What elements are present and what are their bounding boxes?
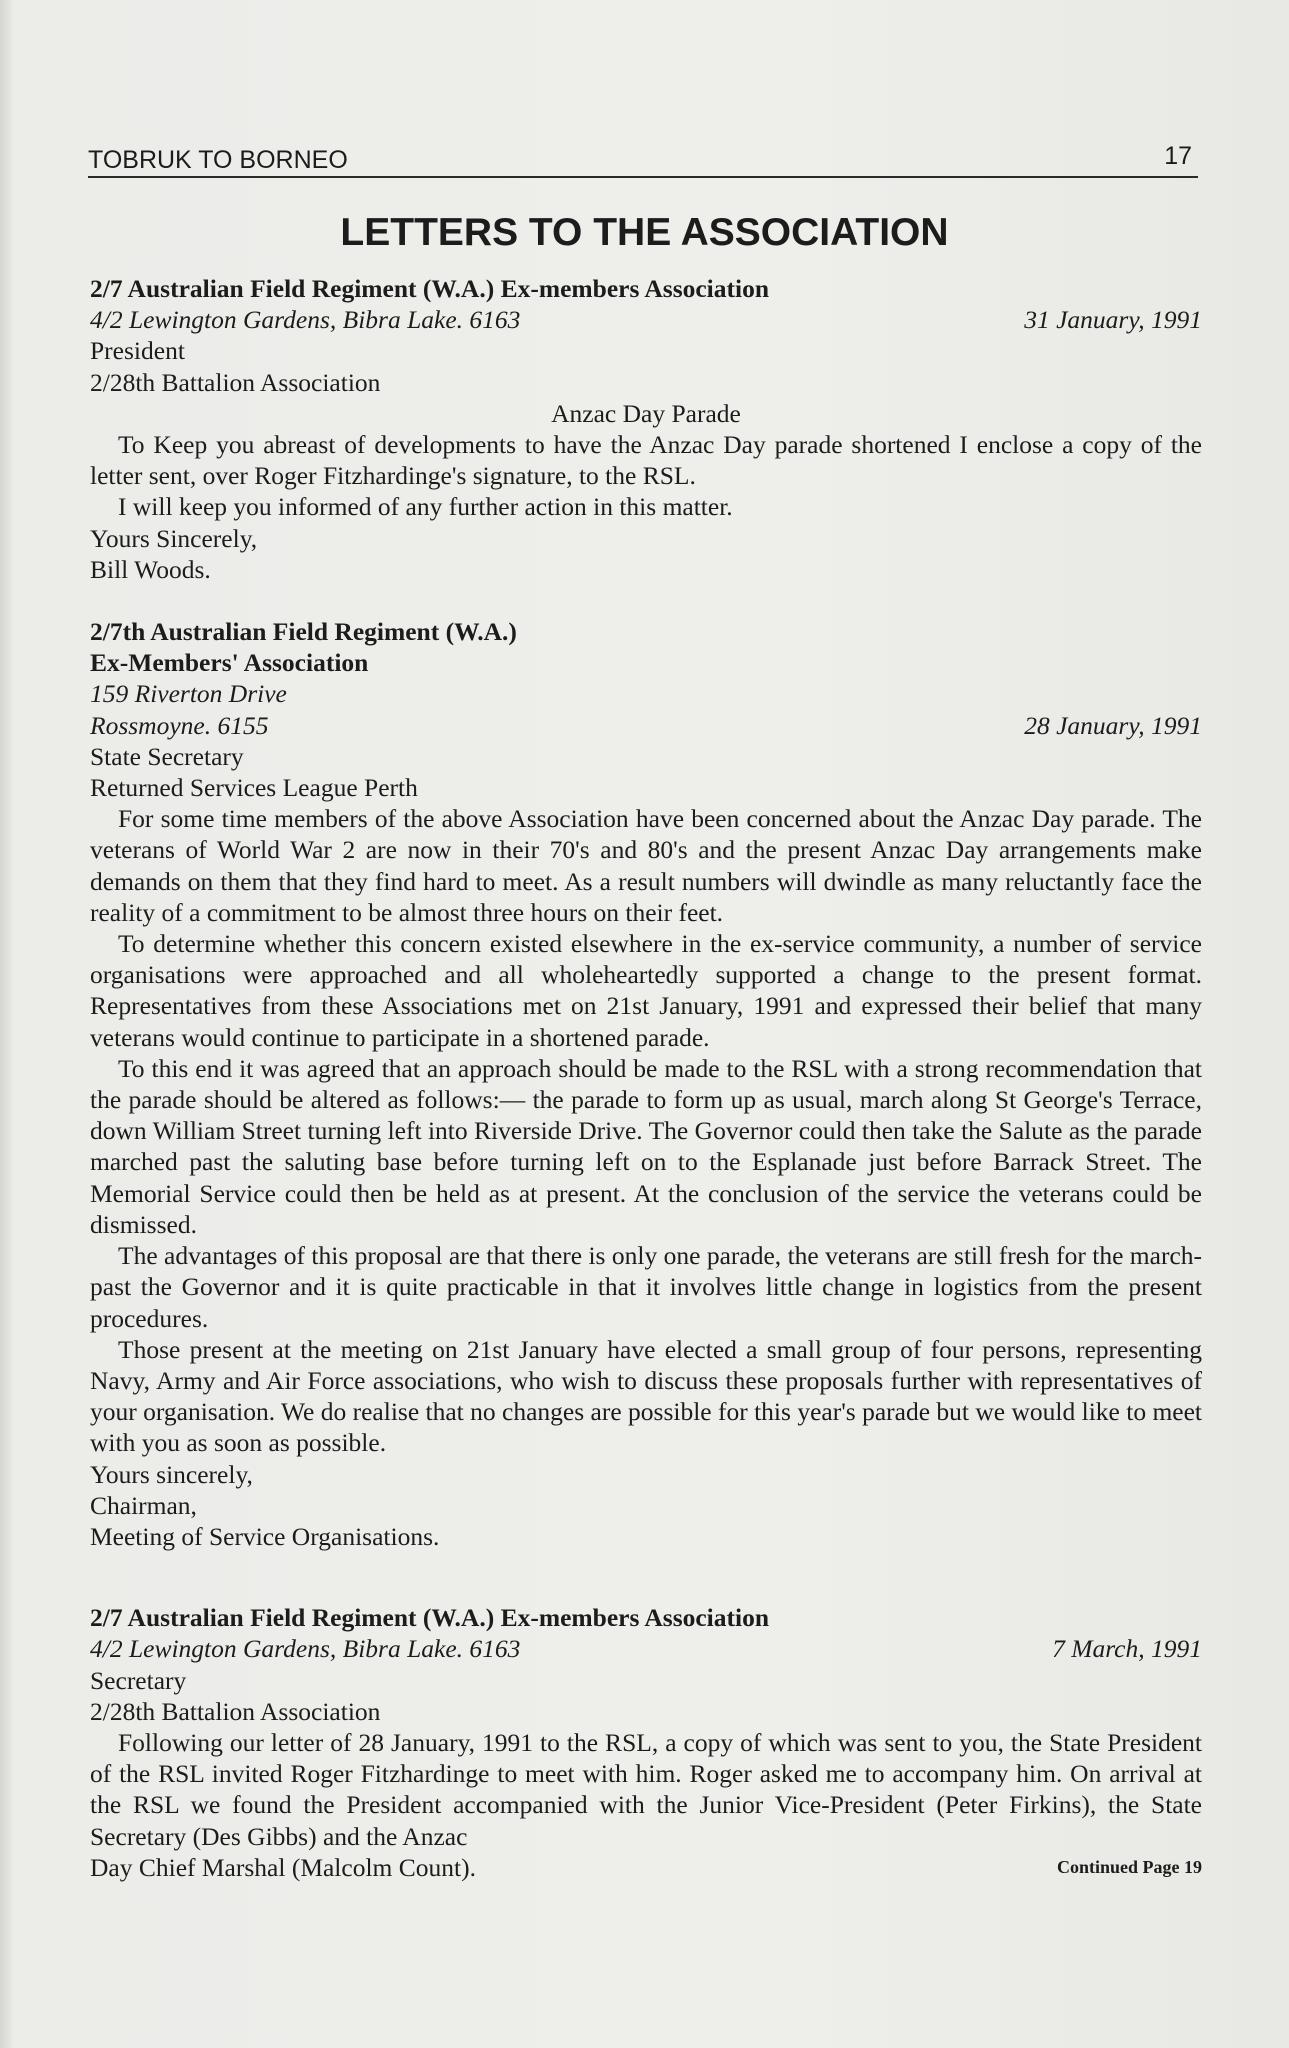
letter-1-closing: Yours Sincerely, bbox=[90, 523, 258, 553]
letter-2-paragraph-4: The advantages of this proposal are that there is only one parade, the veterans are still fresh for the march-past the Governor and it is quite practicable in that it involves little change in logistics from the present procedures. bbox=[90, 1241, 1202, 1333]
spacer bbox=[90, 1552, 1202, 1602]
letter-3-recipient-role: Secretary bbox=[90, 1665, 187, 1695]
letter-2-address-row bbox=[90, 710, 1202, 741]
running-head bbox=[88, 142, 1198, 178]
spacer bbox=[90, 585, 1202, 616]
letter-1-address: 4/2 Lewington Gardens, Bibra Lake. 6163 bbox=[90, 305, 521, 335]
letter-2-paragraph-1: For some time members of the above Association have been concerned about the Anzac Day parade. The veterans of World War 2 are now in their 70's and 80's and the present Anzac Day arrangements make demands on them that they find hard to meet. As a result numbers will dwindle as many reluctantly face the reality of a commitment to be almost three hours on their feet. bbox=[90, 804, 1202, 927]
letter-1 bbox=[90, 273, 1202, 585]
letter-2-closing: Yours sincerely, bbox=[90, 1459, 253, 1489]
letter-3 bbox=[90, 1602, 1202, 1883]
letter-1-address-row bbox=[90, 304, 1202, 335]
letter-2-signature-1: Chairman, bbox=[90, 1490, 197, 1520]
page-number: 17 bbox=[1164, 142, 1192, 170]
continued-note: Continued Page 19 bbox=[1056, 1856, 1202, 1877]
letter-1-recipient-org: 2/28th Battalion Association bbox=[90, 367, 381, 397]
letter-3-org: 2/7 Australian Field Regiment (W.A.) Ex-members Association bbox=[90, 1603, 770, 1633]
running-head-title: TOBRUK TO BORNEO bbox=[88, 146, 348, 174]
letter-2-recipient-org: Returned Services League Perth bbox=[90, 773, 418, 803]
letter-3-address-row bbox=[90, 1633, 1202, 1664]
letter-1-paragraph-1: To Keep you abreast of developments to have the Anzac Day parade shortened I enclose a copy of the letter sent, over Roger Fitzhardinge's signature, to the RSL. bbox=[90, 430, 1202, 491]
letter-2-recipient-role: State Secretary bbox=[90, 741, 244, 771]
letter-3-paragraph-1-end: Day Chief Marshal (Malcolm Count). bbox=[90, 1852, 476, 1882]
letter-3-last-row bbox=[90, 1852, 1202, 1883]
letter-1-subject: Anzac Day Parade bbox=[551, 398, 741, 428]
page-title: LETTERS TO THE ASSOCIATION bbox=[340, 211, 949, 254]
letter-2-paragraph-5: Those present at the meeting on 21st January have elected a small group of four persons, representing Navy, Army and Air Force associations, who wish to discuss these proposals further with representatives of your organisation. We do realise that no changes are possible for this year's parade but we would like to meet with you as soon as possible. bbox=[90, 1334, 1202, 1458]
letter-3-date: 7 March, 1991 bbox=[1052, 1634, 1202, 1664]
letter-2-address-2: Rossmoyne. 6155 bbox=[90, 710, 269, 740]
letter-2-signature-2: Meeting of Service Organisations. bbox=[90, 1521, 440, 1551]
letter-1-recipient-role: President bbox=[90, 336, 185, 366]
letter-2-org-line-1: 2/7th Australian Field Regiment (W.A.) bbox=[90, 617, 517, 647]
letter-2-org-line-2: Ex-Members' Association bbox=[90, 648, 369, 678]
letters-body bbox=[90, 273, 1202, 1883]
letter-2 bbox=[90, 616, 1202, 1552]
letter-1-org: 2/7 Australian Field Regiment (W.A.) Ex-members Association bbox=[90, 274, 770, 303]
letter-2-address-1: 159 Riverton Drive bbox=[90, 679, 287, 709]
letter-1-signature: Bill Woods. bbox=[90, 554, 211, 584]
letter-1-date: 31 January, 1991 bbox=[1024, 305, 1202, 335]
letter-2-date: 28 January, 1991 bbox=[1024, 710, 1202, 740]
letter-2-paragraph-2: To determine whether this concern existed elsewhere in the ex-service community, a number of service organisations were approached and all wholeheartedly supported a change to the present format. Representatives from these Associations met on 21st January, 1991 and expressed their belief that many veterans would continue to participate in a shortened parade. bbox=[90, 929, 1202, 1052]
letter-3-paragraph-1: Following our letter of 28 January, 1991 to the RSL, a copy of which was sent to you, the State President of the RSL invited Roger Fitzhardinge to meet with him. Roger asked me to accompany him. On arrival at the RSL we found the President accompanied with the Junior Vice-President (Peter Firkins), the State Secretary (Des Gibbs) and the Anzac bbox=[90, 1727, 1202, 1851]
letter-2-paragraph-3: To this end it was agreed that an approach should be made to the RSL with a strong recommendation that the parade should be altered as follows:— the parade to form up as usual, march along St George's Terrace, down William Street turning left into Riverside Drive. The Governor could then take the Salute as the parade marched past the saluting base before turning left on to the Esplanade just before Barrack Street. The Memorial Service could then be held as at present. At the conclusion of the service the veterans could be dismissed. bbox=[90, 1053, 1202, 1239]
letter-1-paragraph-2: I will keep you informed of any further action in this matter. bbox=[118, 492, 733, 522]
letter-3-recipient-org: 2/28th Battalion Association bbox=[90, 1696, 381, 1726]
letter-3-address: 4/2 Lewington Gardens, Bibra Lake. 6163 bbox=[90, 1634, 521, 1664]
